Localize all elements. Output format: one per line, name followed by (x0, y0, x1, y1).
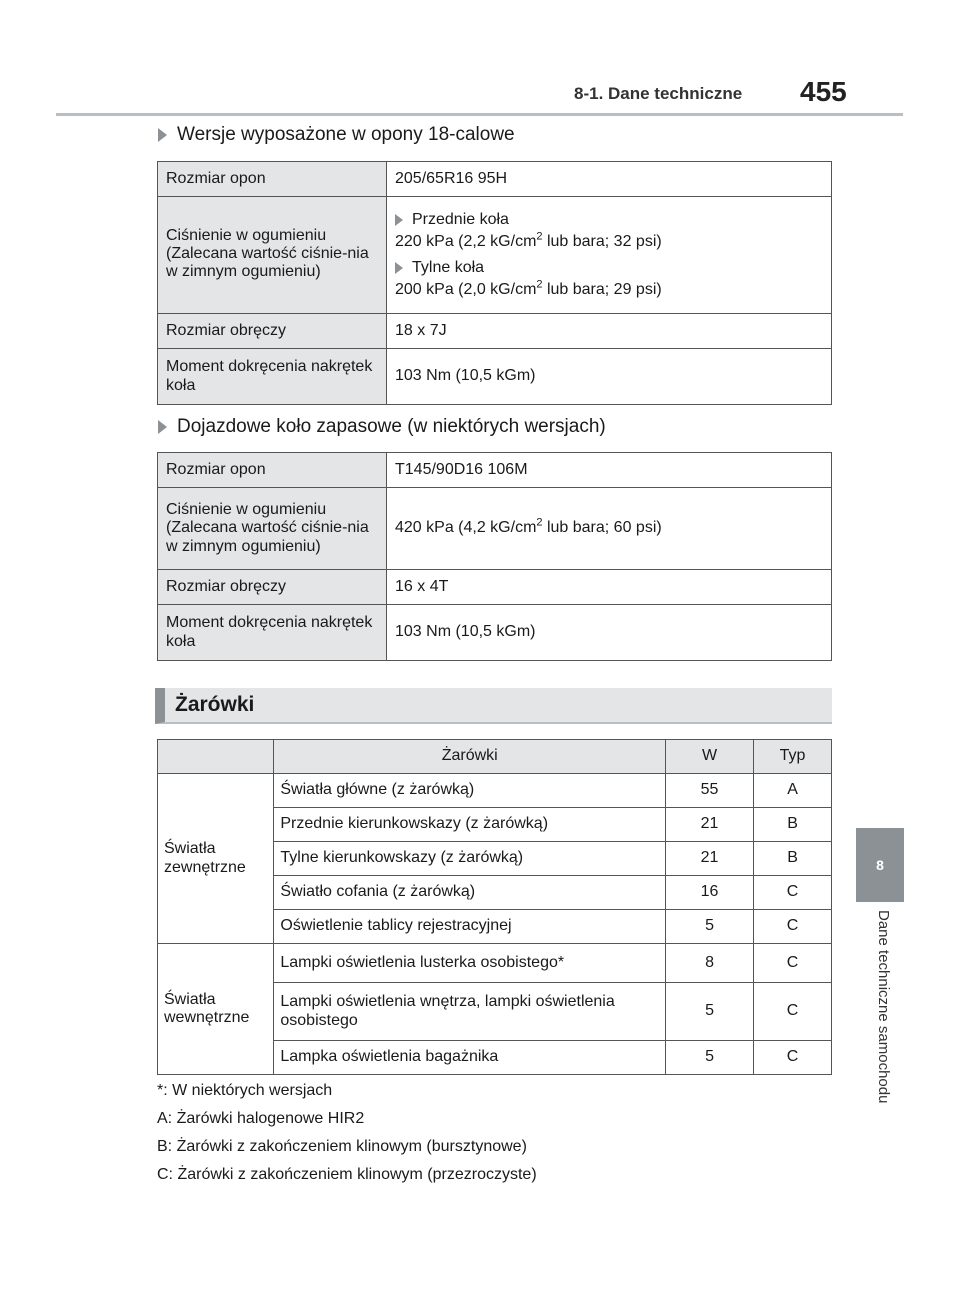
header-divider (56, 113, 903, 116)
bulb-watt: 21 (666, 842, 754, 876)
rim-size-value: 16 x 4T (387, 570, 832, 605)
tire-size-label: Rozmiar opon (158, 453, 387, 488)
triangle-bullet-icon (158, 128, 167, 142)
tire18-heading-text: Wersje wyposażone w opony 18-calowe (177, 124, 515, 145)
tire18-table (157, 161, 832, 405)
table-row (158, 774, 832, 808)
footnote-a: A: Żarówki halogenowe HIR2 (157, 1110, 365, 1127)
bulbs-table (157, 739, 832, 1075)
column-header-watt: W (666, 740, 754, 774)
chapter-number: 8 (876, 857, 884, 873)
bulb-watt: 21 (666, 808, 754, 842)
bulb-type: C (754, 910, 832, 944)
footnote-c: C: Żarówki z zakończeniem klinowym (przezroczyste) (157, 1166, 537, 1183)
rim-size-label: Rozmiar obręczy (158, 314, 387, 349)
torque-label: Moment dokręcenia nakrętek koła (158, 349, 387, 405)
chapter-label: Dane techniczne samochodu (875, 910, 892, 1104)
bulb-name: Światła główne (z żarówką) (274, 774, 666, 808)
section-title: 8-1. Dane techniczne (574, 84, 743, 103)
bulb-name: Lampki oświetlenia wnętrza, lampki oświetlenia osobistego (274, 983, 666, 1041)
table-row (158, 453, 832, 488)
table-row (158, 605, 832, 661)
rear-wheels-value (395, 278, 823, 299)
triangle-bullet-icon (158, 420, 167, 434)
bulb-type: C (754, 983, 832, 1041)
bulb-watt: 5 (666, 1041, 754, 1075)
bulb-type: C (754, 1041, 832, 1075)
exterior-group-label: Światła zewnętrzne (158, 774, 274, 944)
pressure-label: Ciśnienie w ogumieniu (Zalecana wartość ciśnie-nia w zimnym ogumieniu) (158, 488, 387, 570)
bulb-name: Lampki oświetlenia lusterka osobistego* (274, 944, 666, 983)
rear-wheels-line (395, 259, 823, 277)
table-header-row (158, 740, 832, 774)
interior-group-label: Światła wewnętrzne (158, 944, 274, 1075)
bulb-type: C (754, 876, 832, 910)
front-wheels-label: Przednie koła (412, 210, 509, 228)
table-row (158, 488, 832, 570)
front-value-text: 220 kPa (2,2 kG/cm (395, 232, 537, 250)
table-row (158, 570, 832, 605)
front-wheels-line (395, 211, 823, 229)
column-header-type: Typ (754, 740, 832, 774)
tire18-heading (158, 124, 515, 146)
chapter-tab (856, 828, 904, 902)
bulb-type: A (754, 774, 832, 808)
spare-heading-text: Dojazdowe koło zapasowe (w niektórych wersjach) (177, 416, 606, 437)
tire-size-label: Rozmiar opon (158, 162, 387, 197)
rim-size-label: Rozmiar obręczy (158, 570, 387, 605)
torque-value: 103 Nm (10,5 kGm) (387, 349, 832, 405)
footnote-b: B: Żarówki z zakończeniem klinowym (bursztynowe) (157, 1138, 527, 1155)
bulb-name: Lampka oświetlenia bagażnika (274, 1041, 666, 1075)
front-value-unit: lub bara; 32 psi) (542, 232, 662, 250)
torque-value: 103 Nm (10,5 kGm) (387, 605, 832, 661)
bulb-watt: 5 (666, 910, 754, 944)
bulb-watt: 8 (666, 944, 754, 983)
bulb-name: Przednie kierunkowskazy (z żarówką) (274, 808, 666, 842)
torque-label: Moment dokręcenia nakrętek koła (158, 605, 387, 661)
bulb-name: Tylne kierunkowskazy (z żarówką) (274, 842, 666, 876)
superscript: 2 (536, 230, 543, 243)
rear-value-unit: lub bara; 29 psi) (542, 281, 662, 299)
pressure-value (387, 488, 832, 570)
footnote-asterisk: *: W niektórych wersjach (157, 1082, 333, 1099)
table-row (158, 314, 832, 349)
table-row (158, 162, 832, 197)
bulb-watt: 55 (666, 774, 754, 808)
bulb-type: C (754, 944, 832, 983)
bulbs-section-title: Żarówki (155, 688, 832, 724)
bulb-name: Światło cofania (z żarówką) (274, 876, 666, 910)
table-row (158, 944, 832, 983)
bulb-watt: 16 (666, 876, 754, 910)
table-row (158, 349, 832, 405)
bulb-watt: 5 (666, 983, 754, 1041)
triangle-bullet-icon (395, 262, 403, 274)
rear-wheels-label: Tylne koła (412, 259, 485, 276)
spare-heading (158, 416, 606, 438)
front-wheels-value (395, 230, 823, 251)
bulb-name: Oświetlenie tablicy rejestracyjnej (274, 910, 666, 944)
page-number: 455 (800, 76, 847, 107)
superscript: 2 (536, 517, 543, 530)
bulb-type: B (754, 808, 832, 842)
triangle-bullet-icon (395, 214, 403, 226)
rear-value-text: 200 kPa (2,0 kG/cm (395, 281, 537, 299)
superscript: 2 (536, 278, 543, 291)
bulb-type: B (754, 842, 832, 876)
pressure-value-unit: lub bara; 60 psi) (542, 519, 662, 537)
spare-table (157, 452, 832, 661)
tire-size-value: T145/90D16 106M (387, 453, 832, 488)
pressure-values (387, 197, 832, 314)
table-row (158, 197, 832, 314)
tire-size-value: 205/65R16 95H (387, 162, 832, 197)
pressure-value-text: 420 kPa (4,2 kG/cm (395, 519, 537, 537)
column-header-bulbs: Żarówki (274, 740, 666, 774)
empty-header-cell (158, 740, 274, 774)
pressure-label: Ciśnienie w ogumieniu (Zalecana wartość ciśnie-nia w zimnym ogumieniu) (158, 197, 387, 314)
rim-size-value: 18 x 7J (387, 314, 832, 349)
